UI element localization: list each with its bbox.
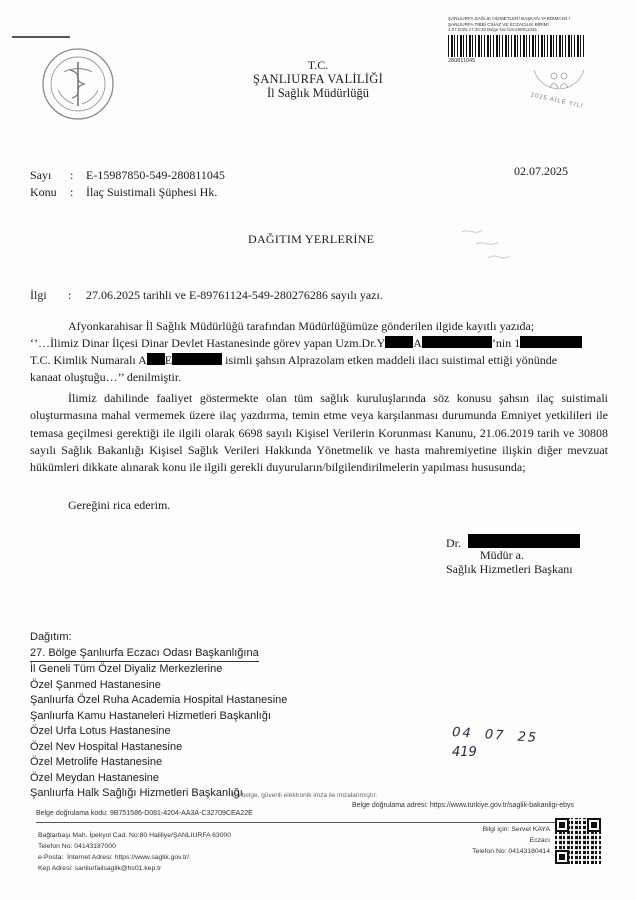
qr-code-icon bbox=[555, 818, 601, 864]
ministry-logo-icon bbox=[40, 46, 116, 122]
redaction-box bbox=[520, 336, 582, 348]
body-paragraph-2: İlimiz dahilinde faaliyet göstermekte olan tüm sağlık kuruluşlarında söz konusu şahsın ilaç suistimali oluşturmasına mahal vermemek üzere ilaç yazdırma, temin etme veya karşılanması durumunda Emniyet yetkilileri ile temasa geçilmesi gerektiği ile ilgili olarak 6698 sayılı Kişisel Verilerin Korunması Kanunu, 21.06.2019 tarih ve 30808 sayılı Sağlık Bakanlığı Kişisel Sağlık Verileri Hakkında Yönetmelik ve hasta mahremiyetine ilişkin diğer mevzuat hükümleri dikkate alınarak konu ile ilgili gerekli duyuruların/bilgilendirilmelerin yapılması hususunda; bbox=[30, 391, 608, 475]
family-year-seal bbox=[528, 62, 590, 112]
info-title: Eczacı bbox=[529, 837, 550, 844]
verify-code: Belge doğrulama kodu: 9B751586-D081-4204-AA3A-C32709CEA22E bbox=[36, 810, 253, 817]
sayi-row bbox=[30, 168, 225, 183]
p1-f: isimli şahsın Alprazolam etken maddeli ilacı suistimal ettiği yönünde bbox=[225, 353, 558, 367]
qr-finder-icon bbox=[555, 850, 569, 864]
verify-url: Belge doğrulama adresi: https://www.turkiye.gov.tr/saglik-bakanligi-ebys bbox=[352, 802, 575, 809]
scan-mark bbox=[12, 36, 70, 38]
ilgi-value: 27.06.2025 tarihli ve E-89761124-549-280276286 sayılı yazı. bbox=[86, 288, 383, 302]
recipient-heading: DAĞITIM YERLERİNE bbox=[248, 232, 375, 246]
p1-g: kanaat oluştuğu…’’ denilmiştir. bbox=[30, 370, 182, 384]
signature-title-2: Sağlık Hizmetleri Başkanı bbox=[446, 562, 573, 576]
footer-eposta: e-Posta: bbox=[38, 854, 64, 861]
list-item: 27. Bölge Şanlıurfa Eczacı Odası Başkanlığına bbox=[30, 646, 259, 663]
list-item: Özel Meydan Hastanesine bbox=[30, 771, 160, 784]
list-item: İl Geneli Tüm Özel Diyaliz Merkezlerine bbox=[30, 663, 223, 675]
list-item: Şanlıurfa Kamu Hastaneleri Hizmetleri Başkanlığı bbox=[30, 709, 271, 722]
pencil-mark-icon bbox=[456, 222, 516, 272]
p1-e: E bbox=[164, 353, 173, 367]
esign-note: Bu belge, güvenli elektronik imza ile imzalanmıştır. bbox=[232, 792, 378, 799]
barcode-code: 280811045 bbox=[448, 57, 476, 64]
document-date: 02.07.2025 bbox=[514, 164, 568, 178]
footer-kep: Kep Adresi: sanliurfailsaglik@hs01.kep.tr bbox=[38, 865, 162, 872]
footer-web-row bbox=[38, 852, 231, 863]
konu-sep: : bbox=[70, 185, 74, 199]
signature-title-1: Müdür a. bbox=[480, 548, 524, 562]
list-item: Özel Urfa Lotus Hastanesine bbox=[30, 725, 171, 737]
handwritten-date: 04 07 25 bbox=[451, 725, 539, 746]
p1-line-2 bbox=[30, 335, 608, 352]
footer-address: Bağlarbaşı Mah. İpekyol Cad. No:80 Haliliye/ŞANLIURFA 63000 bbox=[38, 832, 232, 839]
footer-web: İnternet Adresi: https://www.saglik.gov.tr/ bbox=[67, 854, 189, 861]
footer-phone: Telefon No: 04143187000 bbox=[38, 843, 116, 850]
list-item: Özel Şanmed Hastanesine bbox=[30, 678, 161, 691]
list-item: Şanlıurfa Özel Ruha Academia Hospital Hastanesine bbox=[30, 694, 288, 706]
konu-value: İlaç Suistimali Şüphesi Hk. bbox=[86, 185, 218, 199]
p1-d: T.C. Kimlik Numaralı A bbox=[30, 353, 147, 367]
list-item: Özel Metrolife Hastanesine bbox=[30, 756, 163, 768]
family-year-text: 2025 AİLE YILI bbox=[529, 92, 584, 110]
redaction-box bbox=[172, 353, 222, 365]
redaction-box bbox=[468, 534, 580, 548]
p1-a: ‘’…İlimiz Dinar İlçesi Dinar Devlet Hastanesinde görev yapan Uzm.Dr.Y bbox=[30, 336, 386, 350]
p1-lead: Afyonkarahisar İl Sağlık Müdürlüğü tarafından Müdürlüğümüze gönderilen ilgide kayıtlı yazıda; bbox=[68, 319, 535, 333]
ilgi-label: İlgi bbox=[30, 288, 47, 302]
letterhead bbox=[200, 58, 436, 100]
handwritten-number: 419 bbox=[452, 745, 477, 760]
info-person: Bilgi için: Servet KAYA bbox=[482, 826, 550, 833]
footer-address-block bbox=[38, 830, 231, 874]
p1-c: ’nin 1 bbox=[491, 336, 521, 350]
stamp-line-1: ŞANLIURFA SAĞLIK HİZMETLERİ BAŞKAN YARDIMCISI I bbox=[448, 16, 570, 21]
sayi-label: Sayı bbox=[30, 168, 52, 182]
header-directorate: İl Sağlık Müdürlüğü bbox=[266, 86, 370, 100]
konu-label: Konu bbox=[30, 185, 57, 199]
list-item: Özel Nev Hospital Hastanesine bbox=[30, 740, 183, 753]
info-phone: Telefon No: 04143180414 bbox=[472, 848, 550, 855]
barcode-icon bbox=[448, 35, 586, 57]
ilgi-row bbox=[30, 288, 383, 303]
redaction-box bbox=[385, 336, 413, 348]
ilgi-sep: : bbox=[68, 288, 72, 302]
qr-finder-icon bbox=[555, 818, 569, 832]
redaction-box bbox=[147, 353, 165, 365]
p1-line-3 bbox=[30, 352, 608, 369]
header-governorship: ŞANLIURFA VALİLİĞİ bbox=[252, 72, 384, 86]
footer-divider bbox=[36, 822, 596, 823]
stamp-line-2: ŞANLIURFA TIBBİ CİHAZ VE ECZACILIK BİRİMİ bbox=[448, 21, 549, 27]
konu-row bbox=[30, 185, 217, 200]
distribution-label: Dağıtım: bbox=[30, 631, 72, 643]
distribution-list bbox=[30, 630, 287, 802]
barcode-stamp bbox=[448, 16, 588, 64]
body-paragraph-3: Gereğini rica ederim. bbox=[68, 498, 171, 512]
footer-contact-block bbox=[452, 824, 550, 857]
signature-prefix: Dr. bbox=[446, 536, 461, 550]
stamp-line-3: 3.07.2025 17:20:39 Belge No:419-280811045 bbox=[448, 27, 537, 33]
header-tc: T.C. bbox=[307, 58, 329, 72]
redaction-box bbox=[422, 336, 492, 348]
body-paragraph-1 bbox=[30, 318, 608, 386]
sayi-sep: : bbox=[70, 168, 74, 182]
sayi-value: E-15987850-549-280811045 bbox=[86, 168, 225, 182]
p1-b: A bbox=[413, 336, 422, 350]
qr-finder-icon bbox=[587, 818, 601, 832]
list-item: Şanlıurfa Halk Sağlığı Hizmetleri Başkanlığı bbox=[30, 787, 243, 799]
